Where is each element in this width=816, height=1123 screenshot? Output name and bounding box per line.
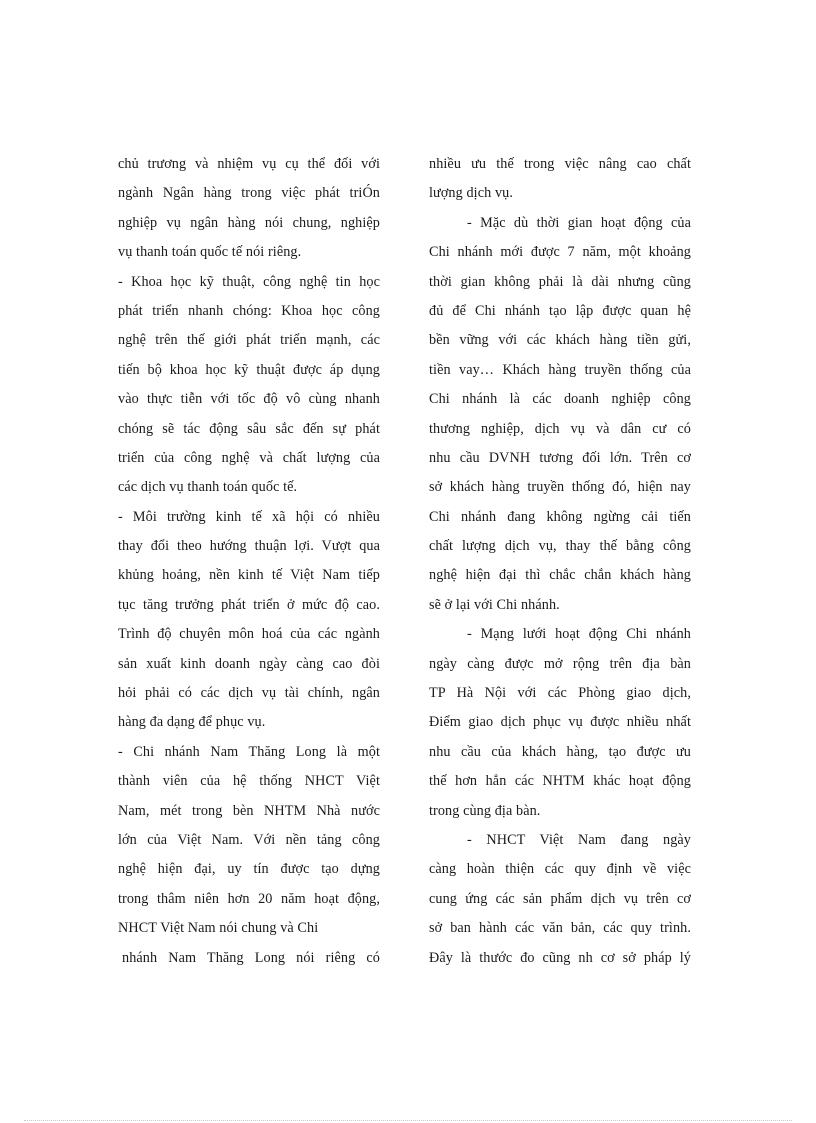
text-line: trong thâm niên hơn 20 năm hoạt động, (118, 890, 380, 907)
page-bottom-divider (24, 1120, 792, 1121)
text-line: nghệ hiện đại, uy tín được tạo dựng (118, 861, 380, 878)
text-line: phát triển nhanh chóng: Khoa học công (118, 302, 380, 319)
text-line: - NHCT Việt Nam đang ngày (467, 831, 691, 848)
text-line: trong cùng địa bàn. (429, 802, 541, 819)
text-line: nhu cầu của khách hàng, tạo được ưu (429, 743, 691, 760)
text-line: sẽ ở lại với Chi nhánh. (429, 596, 560, 613)
text-line: các dịch vụ thanh toán quốc tế. (118, 479, 298, 496)
text-line: chủ trương và nhiệm vụ cụ thể đối với (118, 156, 380, 172)
text-line: Chi nhánh đang không ngừng cải tiến (429, 508, 691, 525)
text-line: chóng sẽ tác động sâu sắc đến sự phát (118, 420, 380, 437)
left-text-column (118, 150, 380, 973)
text-line: Trình độ chuyên môn hoá của các ngành (118, 626, 380, 643)
text-line: thương nghiệp, dịch vụ và dân cư có (429, 420, 691, 437)
text-line: càng hoàn thiện các quy định về việc (429, 861, 691, 878)
text-line: hỏi phải có các dịch vụ tài chính, ngân (118, 685, 380, 702)
text-line: nghệ trên thế giới phát triển mạnh, các (118, 332, 380, 349)
text-line: thời gian không phải là dài nhưng cũng (429, 273, 691, 290)
text-line: nghệ hiện đại thì chắc chắn khách hàng (429, 567, 691, 584)
text-line: nghiệp vụ ngân hàng nói chung, nghiệp (118, 214, 380, 231)
text-line: TP Hà Nội với các Phòng giao dịch, (429, 685, 691, 702)
text-line: triển của công nghệ và chất lượng của (118, 449, 380, 466)
right-text-column (429, 150, 691, 973)
text-line: Điểm giao dịch phục vụ được nhiều nhất (429, 714, 691, 731)
text-line: nhu cầu DVNH tương đối lớn. Trên cơ (429, 449, 691, 466)
text-line: Chi nhánh mới được 7 năm, một khoảng (429, 244, 691, 261)
text-line: bền vững với các khách hàng tiền gửi, (429, 332, 691, 349)
text-line: tục tăng trưởng phát triển ở mức độ cao. (118, 596, 380, 613)
text-line: nhánh Nam Thăng Long nói riêng có (122, 949, 380, 966)
text-line: sở khách hàng truyền thống đó, hiện nay (429, 479, 691, 496)
text-line: thế hơn hẳn các NHTM khác hoạt động (429, 773, 691, 790)
text-line: sản xuất kinh doanh ngày càng cao đòi (118, 655, 380, 672)
text-line: Nam, mét trong bèn NHTM Nhà nước (118, 802, 380, 819)
text-line: nhiều ưu thế trong việc nâng cao chất (429, 156, 691, 172)
text-line: tiền vay… Khách hàng truyền thống của (429, 361, 691, 378)
text-line: thành viên của hệ thống NHCT Việt (118, 773, 380, 790)
text-line: hàng đa dạng để phục vụ. (118, 714, 266, 731)
text-line: cung ứng các sản phẩm dịch vụ trên cơ (429, 890, 691, 907)
text-line: ngành Ngân hàng trong việc phát triÓn (118, 185, 380, 202)
text-line: sở ban hành các văn bản, các quy trình. (429, 920, 691, 937)
text-line: - Môi trường kinh tế xã hội có nhiều (118, 508, 380, 525)
text-line: - Mặc dù thời gian hoạt động của (467, 214, 691, 231)
text-line: vào thực tiễn với tốc độ vô cùng nhanh (118, 391, 380, 408)
text-line: khủng hoảng, nền kinh tế Việt Nam tiếp (118, 567, 380, 584)
text-line: lượng dịch vụ. (429, 185, 513, 202)
text-line: Chi nhánh là các doanh nghiệp công (429, 391, 691, 408)
text-line: - Chi nhánh Nam Thăng Long là một (118, 743, 380, 760)
text-line: thay đổi theo hướng thuận lợi. Vượt qua (118, 538, 380, 555)
text-line: NHCT Việt Nam nói chung và Chi (118, 920, 319, 937)
text-line: ngày càng được mở rộng trên địa bàn (429, 655, 691, 672)
text-line: đủ để Chi nhánh tạo lập được quan hệ (429, 302, 691, 319)
text-line: vụ thanh toán quốc tế nói riêng. (118, 244, 302, 261)
text-line: lớn của Việt Nam. Với nền tảng công (118, 831, 380, 848)
text-line: Đây là thước đo cũng nh cơ sở pháp lý (429, 949, 691, 966)
text-line: - Khoa học kỹ thuật, công nghệ tin học (118, 273, 380, 290)
text-line: chất lượng dịch vụ, thay thế bằng công (429, 538, 691, 555)
text-line: - Mạng lưới hoạt động Chi nhánh (467, 626, 691, 643)
text-line: tiến bộ khoa học kỹ thuật được áp dụng (118, 361, 380, 378)
